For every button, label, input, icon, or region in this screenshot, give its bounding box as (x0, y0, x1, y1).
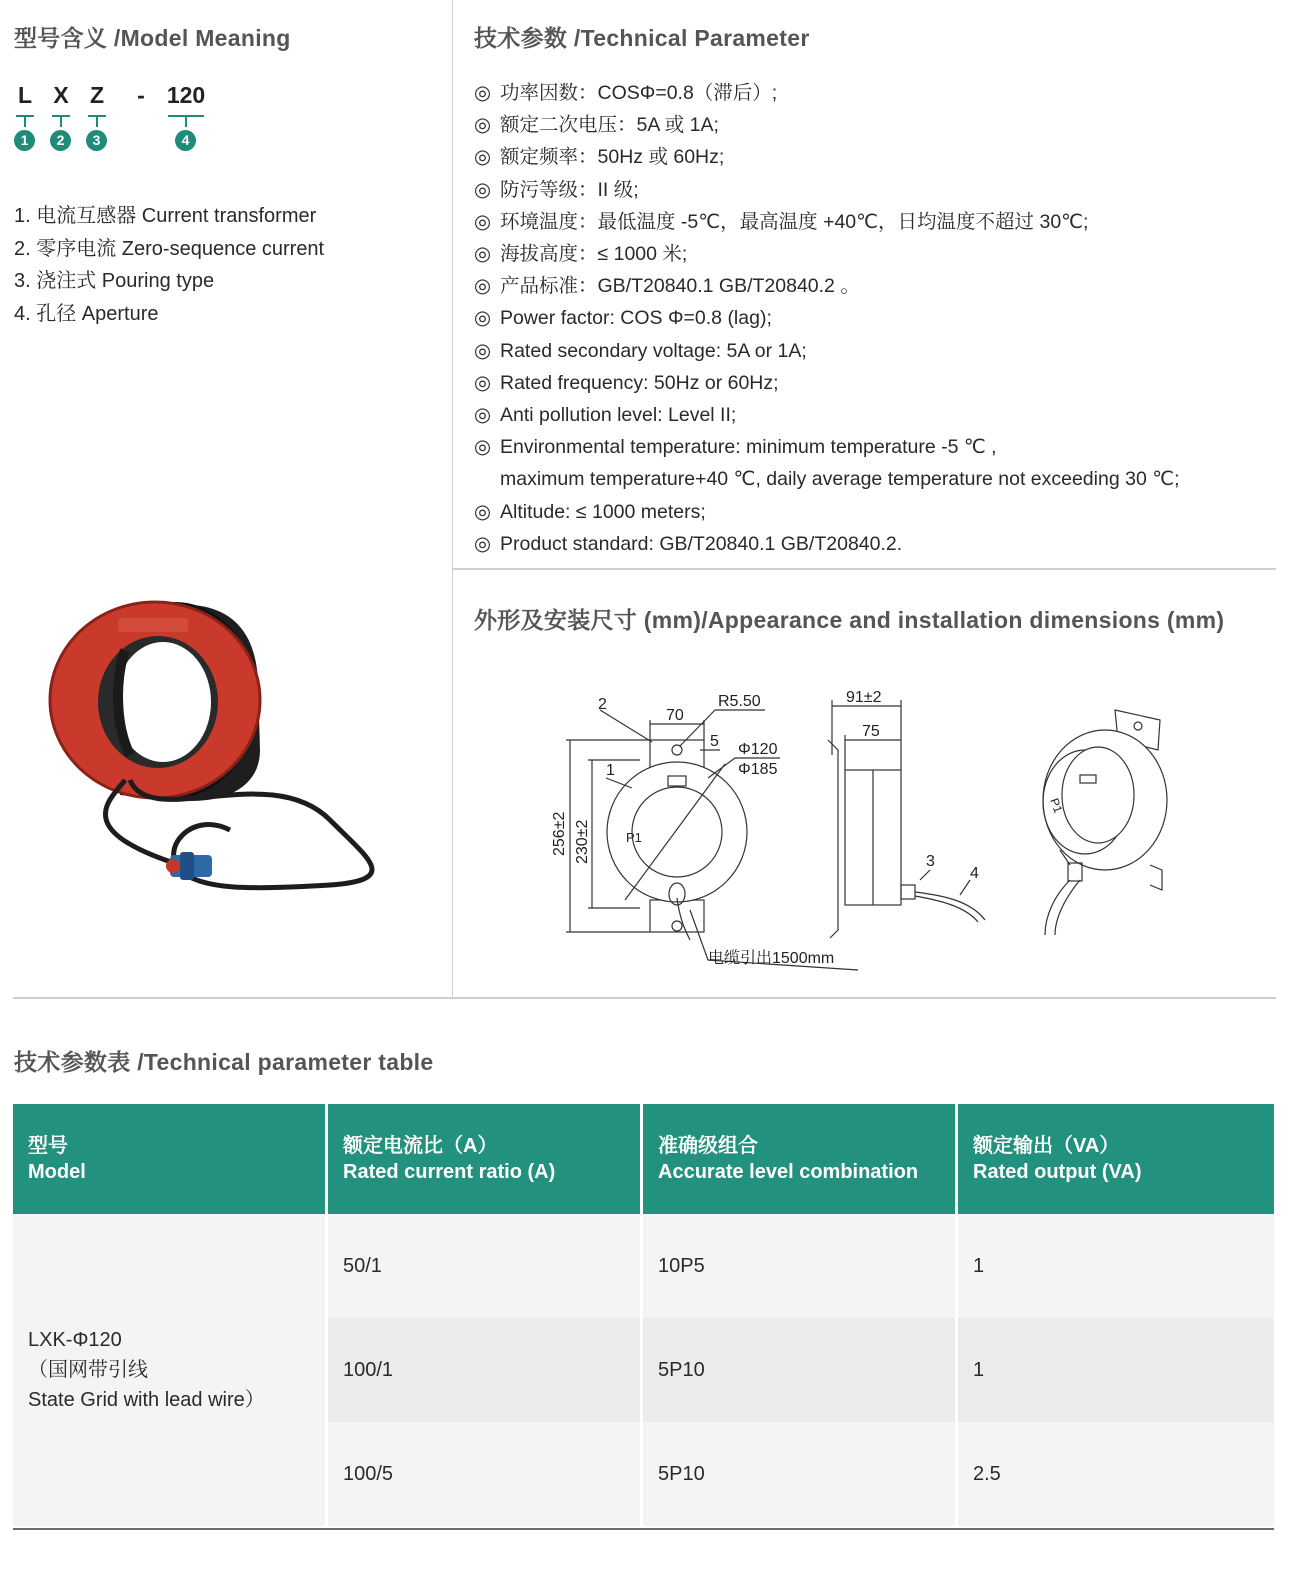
code-stem (96, 115, 98, 127)
parameter-table (13, 1104, 1274, 1526)
code-letter-l: L (17, 82, 33, 108)
table-cell: 1 (958, 1214, 1274, 1318)
dim-label: 2 (598, 696, 607, 713)
model-meaning-title: 型号含义 /Model Meaning (14, 25, 291, 51)
list-item: ◎ 额定频率：50Hz 或 60Hz; (474, 141, 1180, 173)
code-number-badge: 1 (14, 130, 35, 151)
dim-label: 70 (666, 707, 684, 724)
list-item-continuation: maximum temperature+40 ℃, daily average temperature not exceeding 30 ℃; (500, 468, 1180, 491)
code-dash: - (137, 82, 145, 108)
table-cell: 5P10 (643, 1318, 958, 1422)
dim-label: 75 (862, 723, 880, 740)
code-letter-x: X (53, 82, 69, 108)
table-cell: 50/1 (328, 1214, 643, 1318)
bullet-icon: ◎ (474, 307, 492, 330)
vertical-divider (452, 0, 453, 998)
section-divider (453, 568, 1276, 570)
dim-label: P1 (1047, 796, 1066, 815)
bullet-icon: ◎ (474, 339, 492, 362)
code-stem (60, 115, 62, 127)
list-item: ◎ Rated secondary voltage: 5A or 1A; (474, 335, 1180, 367)
dim-label: P1 (626, 830, 642, 845)
code-stem (185, 115, 187, 127)
section-divider-bottom (13, 997, 1276, 999)
code-stem (24, 115, 26, 127)
dim-label: 256±2 (551, 811, 568, 856)
dim-label: 3 (926, 853, 935, 870)
list-item: ◎ 海拔高度：≤ 1000 米; (474, 238, 1180, 270)
bullet-icon: ◎ (474, 404, 492, 427)
list-item: ◎ Anti pollution level: Level II; (474, 399, 1180, 431)
bullet-icon: ◎ (474, 114, 492, 137)
bullet-icon: ◎ (474, 436, 492, 459)
list-item: ◎ 额定二次电压：5A 或 1A; (474, 109, 1180, 141)
code-number-badge: 4 (175, 130, 196, 151)
dim-label: Φ120 (738, 741, 778, 758)
dim-label: R5.50 (718, 693, 761, 710)
bullet-icon: ◎ (474, 532, 492, 555)
table-cell: 10P5 (643, 1214, 958, 1318)
dim-label: 91±2 (846, 689, 882, 706)
list-item: ◎ 功率因数：COSΦ=0.8（滞后）; (474, 77, 1180, 109)
table-bottom-rule (13, 1528, 1274, 1530)
product-photo (30, 590, 400, 910)
table-cell: 100/1 (328, 1318, 643, 1422)
bullet-icon: ◎ (474, 210, 492, 233)
bullet-icon: ◎ (474, 500, 492, 523)
bullet-icon: ◎ (474, 82, 492, 104)
list-item: 2. 零序电流 Zero-sequence current (14, 237, 325, 260)
bullet-icon: ◎ (474, 243, 492, 266)
list-item: 1. 电流互感器 Current transformer (14, 205, 317, 227)
table-row (13, 1214, 1274, 1318)
bullet-icon: ◎ (474, 178, 492, 201)
code-number-badge: 2 (50, 130, 71, 151)
table-cell: 2.5 (958, 1422, 1274, 1526)
list-item: ◎ Altitude: ≤ 1000 meters; (474, 496, 1180, 528)
model-cell: LXK-Φ120 （国网带引线 State Grid with lead wire） (13, 1214, 328, 1526)
table-cell: 100/5 (328, 1422, 643, 1526)
list-item: 3. 浇注式 Pouring type (14, 270, 215, 292)
list-item: ◎ Environmental temperature: minimum temperature -5 ℃ , (474, 431, 1180, 463)
dim-label: 电缆引出1500mm (708, 950, 835, 967)
bullet-icon: ◎ (474, 275, 492, 298)
table-cell: 1 (958, 1318, 1274, 1422)
table-header-row (13, 1104, 1274, 1214)
code-number-badge: 3 (86, 130, 107, 151)
code-letter-z: Z (89, 82, 105, 108)
list-item: ◎ Product standard: GB/T20840.1 GB/T20840.2. (474, 528, 1180, 560)
technical-parameter-list (474, 77, 1180, 560)
dim-label: Φ185 (738, 761, 778, 778)
table-cell: 5P10 (643, 1422, 958, 1526)
bullet-icon: ◎ (474, 146, 492, 169)
list-item: 4. 孔径 Aperture (14, 302, 159, 325)
list-item: ◎ Rated frequency: 50Hz or 60Hz; (474, 367, 1180, 399)
bullet-icon: ◎ (474, 371, 492, 394)
header-model: 型号 Model (13, 1104, 328, 1214)
header-current-ratio: 额定电流比（A） Rated current ratio (A) (328, 1104, 643, 1214)
header-accuracy: 准确级组合 Accurate level combination (643, 1104, 958, 1214)
list-item: ◎ 环境温度：最低温度 -5℃，最高温度 +40℃，日均温度不超过 30℃; (474, 206, 1180, 238)
parameter-table-title: 技术参数表 /Technical parameter table (14, 1049, 434, 1075)
list-item: ◎ 防污等级：II 级; (474, 174, 1180, 206)
code-aperture: 120 (166, 82, 206, 108)
dimensions-title: 外形及安装尺寸 (mm)/Appearance and installation dimensions (mm) (474, 607, 1225, 633)
header-output: 额定输出（VA） Rated output (VA) (958, 1104, 1274, 1214)
technical-parameter-title: 技术参数 /Technical Parameter (474, 25, 810, 51)
dim-label: 1 (606, 762, 615, 779)
dim-label: 230±2 (574, 819, 591, 864)
dimension-drawing (540, 680, 1200, 980)
list-item: ◎ 产品标准：GB/T20840.1 GB/T20840.2 。 (474, 270, 1180, 302)
dim-label: 4 (970, 865, 979, 882)
list-item: ◎ Power factor: COS Φ=0.8 (lag); (474, 302, 1180, 334)
model-meaning-list (14, 200, 324, 330)
dim-label: 5 (710, 733, 719, 750)
